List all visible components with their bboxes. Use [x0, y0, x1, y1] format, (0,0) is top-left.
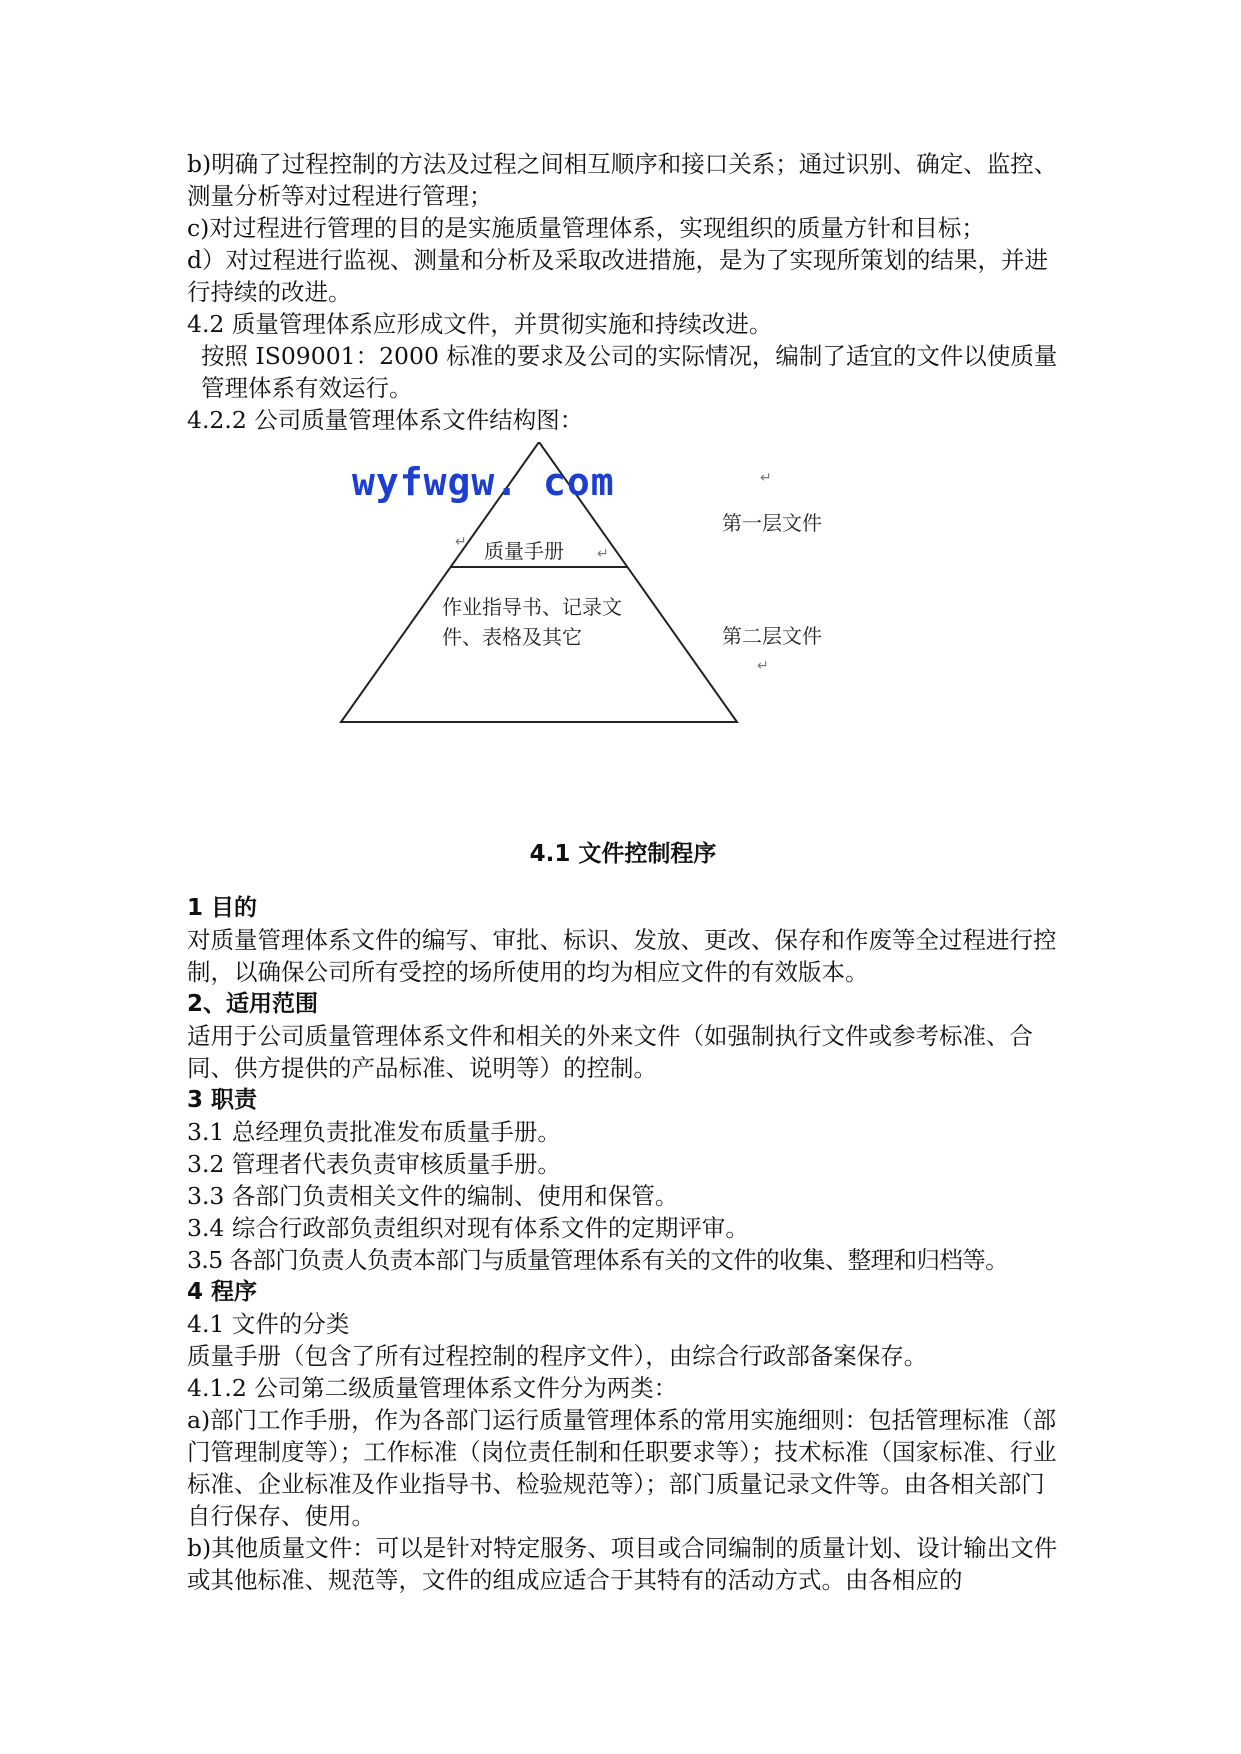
document-body [187, 148, 1059, 1596]
document-structure-diagram [187, 442, 1059, 802]
return-mark: ↵ [757, 658, 769, 674]
clause-4-1: 4.1 文件的分类 [187, 1310, 350, 1338]
purpose-text: 对质量管理体系文件的编写、审批、标识、发放、更改、保存和作废等全过程进行控制，以确保公司所有受控的场所使用的均为相应文件的有效版本。 [187, 926, 1057, 986]
duty-item: 3.4 综合行政部负责组织对现有体系文件的定期评审。 [187, 1214, 749, 1242]
duty-item: 3.1 总经理负责批准发布质量手册。 [187, 1118, 561, 1146]
paragraph-d: d）对过程进行监视、测量和分析及采取改进措施，是为了实现所策划的结果，并进行持续的改进。 [187, 246, 1049, 306]
quality-manual-text: 质量手册（包含了所有过程控制的程序文件），由综合行政部备案保存。 [187, 1342, 928, 1370]
level2-label: 第二层文件 [722, 624, 822, 648]
pyramid-bottom-label-line1: 作业指导书、记录文 [442, 595, 622, 619]
clause-4-2: 4.2 质量管理体系应形成文件，并贯彻实施和持续改进。 [187, 310, 773, 338]
pyramid-top-label: 质量手册 [484, 539, 564, 563]
item-a-text: a)部门工作手册，作为各部门运行质量管理体系的常用实施细则：包括管理标准（部门管理制度等）；工作标准（岗位责任制和任职要求等）；技术标准（国家标准、行业标准、企业标准及作业指导书、检验规范等）；部门质量记录文件等。由各相关部门自行保存、使用。 [187, 1406, 1057, 1530]
clause-4-1-2: 4.1.2 公司第二级质量管理体系文件分为两类： [187, 1374, 678, 1402]
watermark-text: wyfwgw. com [352, 460, 615, 504]
scope-text: 适用于公司质量管理体系文件和相关的外来文件（如强制执行文件或参考标准、合同、供方提供的产品标准、说明等）的控制。 [187, 1022, 1033, 1082]
paragraph-c: c)对过程进行管理的目的是实施质量管理体系，实现组织的质量方针和目标； [187, 214, 985, 242]
pyramid-graphic [187, 442, 1059, 802]
level1-label: 第一层文件 [722, 511, 822, 535]
section-title: 4.1 文件控制程序 [529, 841, 717, 867]
paragraph-b: b)明确了过程控制的方法及过程之间相互顺序和接口关系；通过识别、确定、监控、测量分析等对过程进行管理； [187, 150, 1058, 210]
duty-item: 3.2 管理者代表负责审核质量手册。 [187, 1150, 561, 1178]
duty-item: 3.5 各部门负责人负责本部门与质量管理体系有关的文件的收集、整理和归档等。 [187, 1246, 1009, 1274]
heading-procedure: 4 程序 [187, 1279, 258, 1305]
item-b-text: b)其他质量文件：可以是针对特定服务、项目或合同编制的质量计划、设计输出文件或其他标准、规范等，文件的组成应适合于其特有的活动方式。由各相应的 [187, 1534, 1058, 1594]
heading-scope: 2、适用范围 [187, 991, 319, 1017]
clause-4-2-body: 按照 IS09001：2000 标准的要求及公司的实际情况，编制了适宜的文件以使质量管理体系有效运行。 [201, 342, 1058, 402]
return-mark: ↵ [597, 546, 609, 562]
heading-responsibilities: 3 职责 [187, 1087, 258, 1113]
pyramid-bottom-label-line2: 件、表格及其它 [442, 625, 582, 649]
return-mark: ↵ [760, 470, 772, 486]
return-mark: ↵ [455, 534, 467, 550]
heading-purpose: 1 目的 [187, 895, 258, 921]
clause-4-2-2: 4.2.2 公司质量管理体系文件结构图： [187, 406, 584, 434]
duty-item: 3.3 各部门负责相关文件的编制、使用和保管。 [187, 1182, 679, 1210]
